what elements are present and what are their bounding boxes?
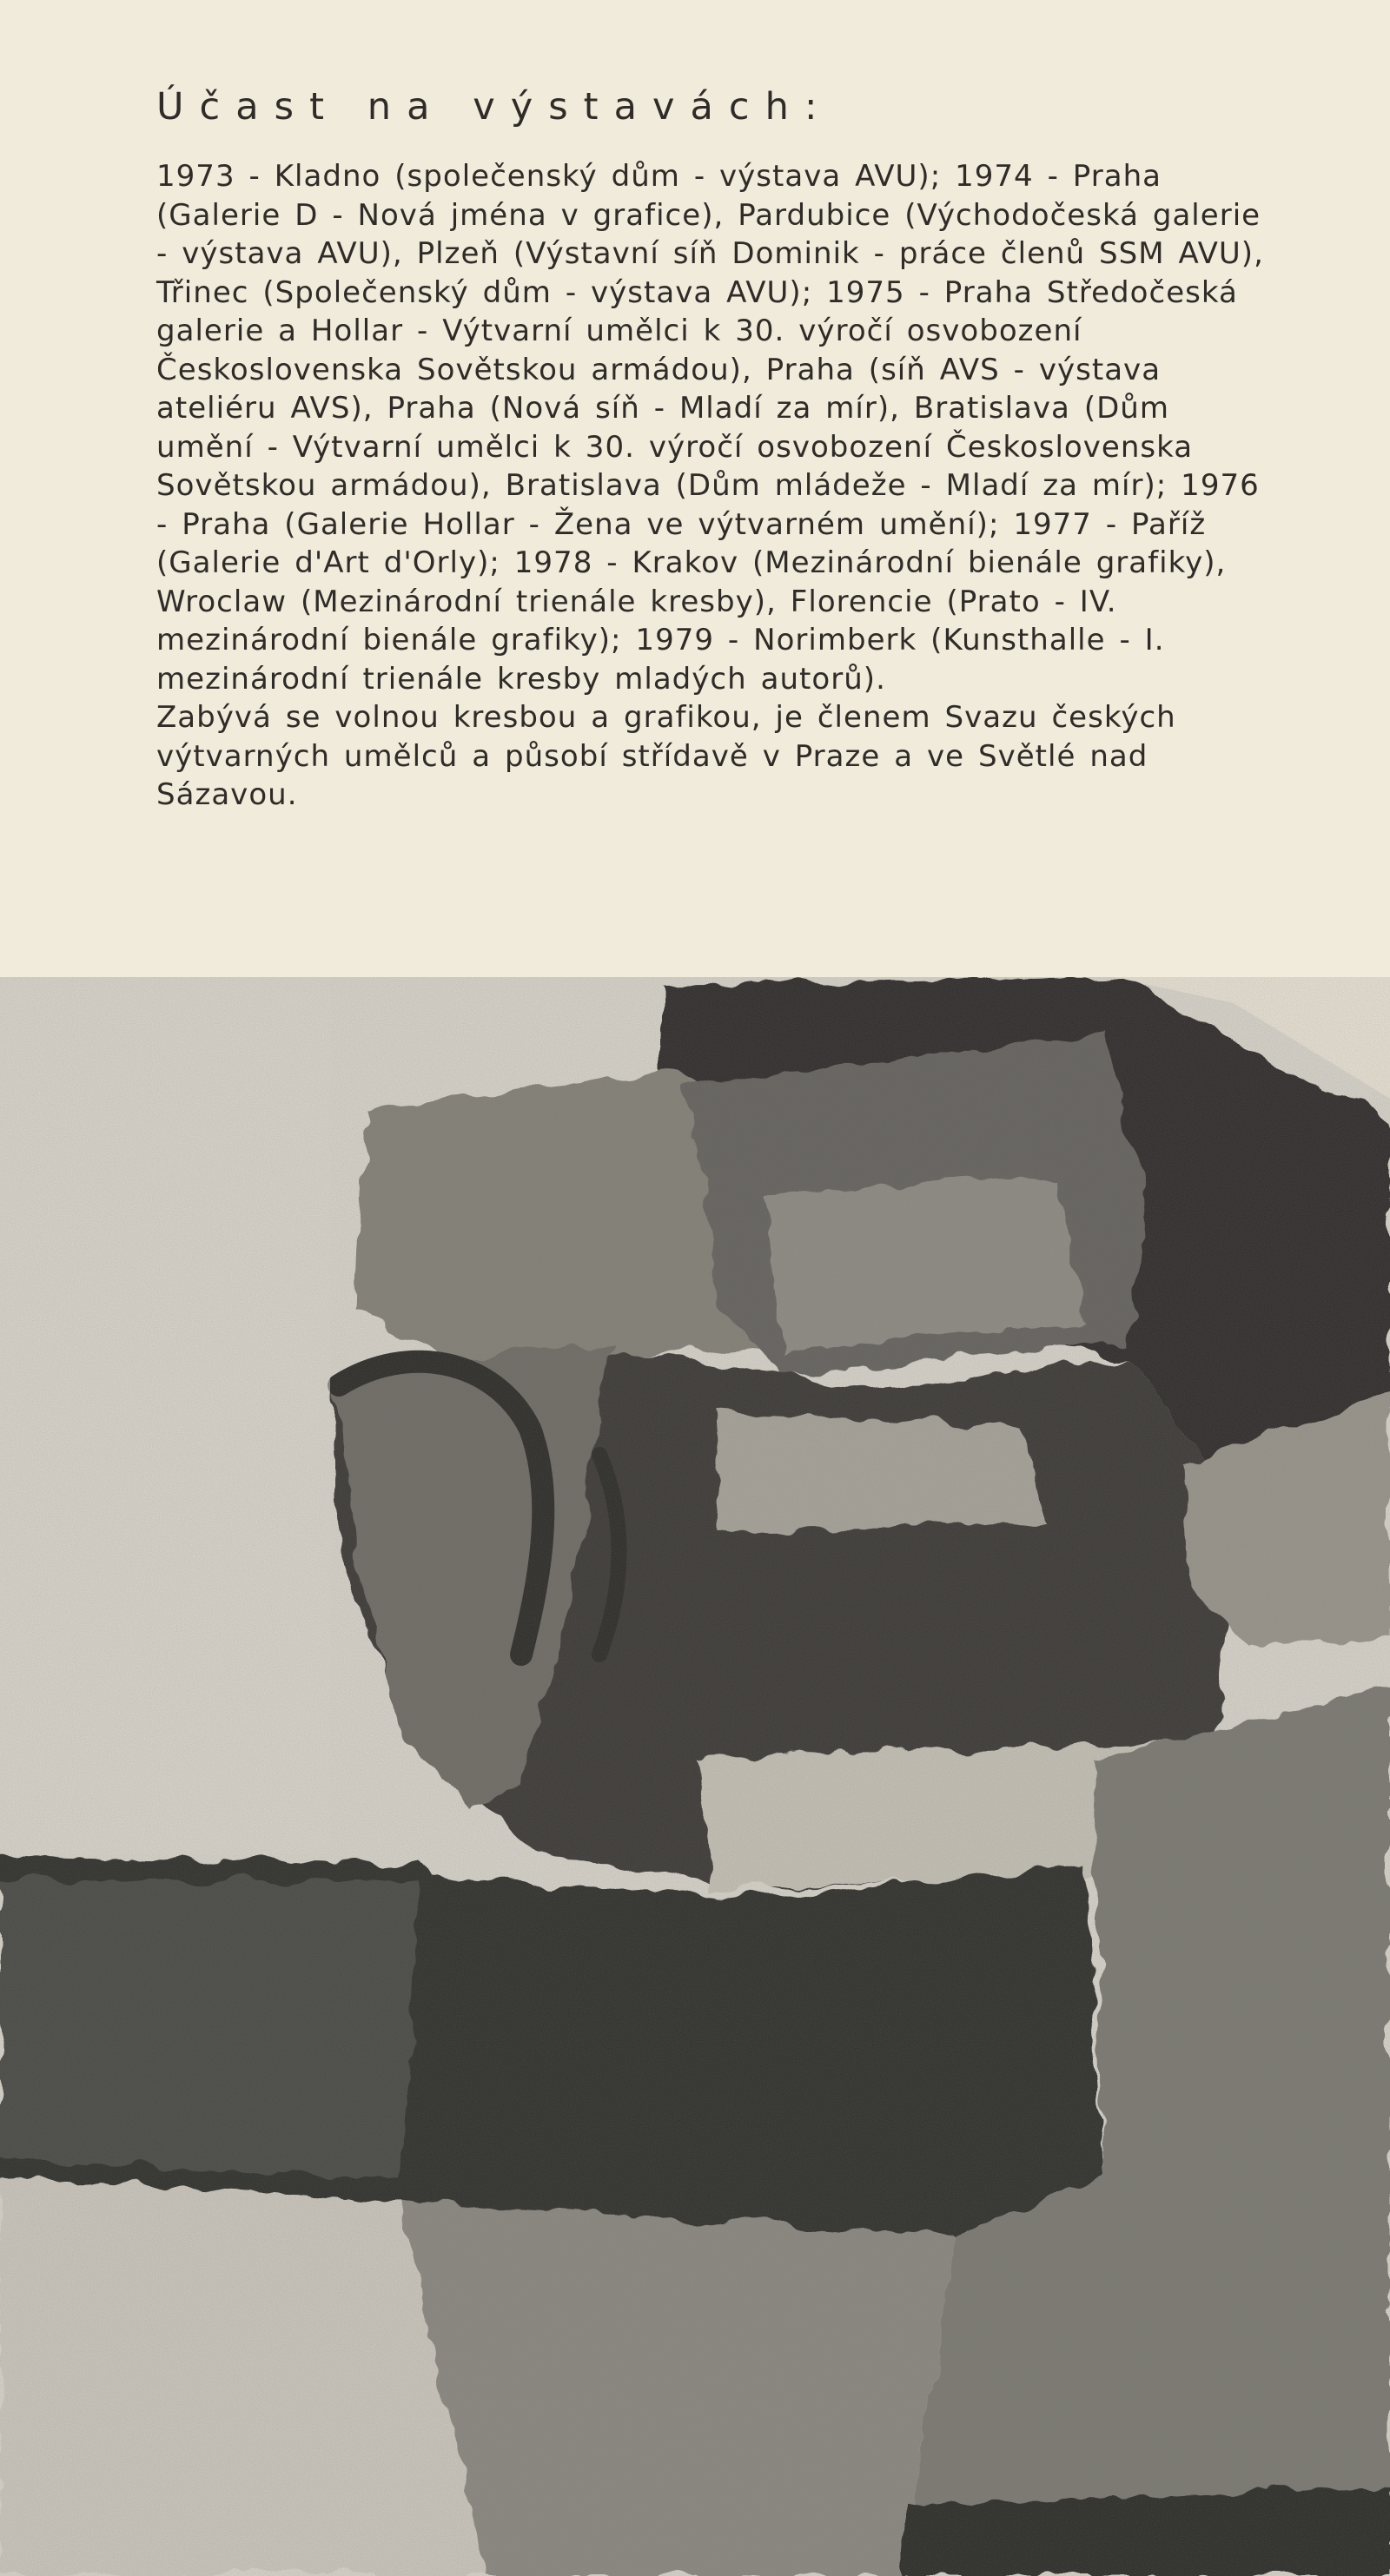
section-heading: Účast na výstavách: bbox=[156, 85, 833, 129]
bio-paragraph: Zabývá se volnou kresbou a grafikou, je členem Svazu českých výtvarných umělců a působí střídavě v Praze a ve Světlé nad Sázavou. bbox=[156, 700, 1176, 813]
exhibitions-paragraph: 1973 - Kladno (společenský dům - výstava AVU); 1974 - Praha (Galerie D - Nová jména v grafice), Pardubice (Východočeská galerie - výstava AVU), Plzeň (Výstavní síň Dominik - práce členů SSM AVU), Třinec (Společenský dům - výstava AVU); 1975 - Praha Středočeská galerie a Hollar - Výtvarní umělci k 30. výročí osvobození Československa Sovětskou armádou), Praha (síň AVS - výstava ateliéru AVS), Praha (Nová síň - Mladí za mír), Bratislava (Dům umění - Výtvarní umělci k 30. výročí osvobození Československa Sovětskou armádou), Bratislava (Dům mládeže - Mladí za mír); 1976 - Praha (Galerie Hollar - Žena ve výtvarném umění); 1977 - Paříž (Galerie d'Art d'Orly); 1978 - Krakov (Mezinárodní bienále grafiky), Wroclaw (Mezinárodní trienále kresby), Florencie (Prato - IV. mezinárodní bienále grafiky); 1979 - Norimberk (Kunsthalle - I. mezinárodní trienále kresby mladých autorů). bbox=[156, 159, 1264, 697]
exhibitions-section bbox=[156, 87, 1277, 815]
artwork-graphic bbox=[0, 977, 1390, 2576]
artwork-print bbox=[0, 977, 1390, 2576]
print-texture bbox=[0, 977, 1390, 2576]
